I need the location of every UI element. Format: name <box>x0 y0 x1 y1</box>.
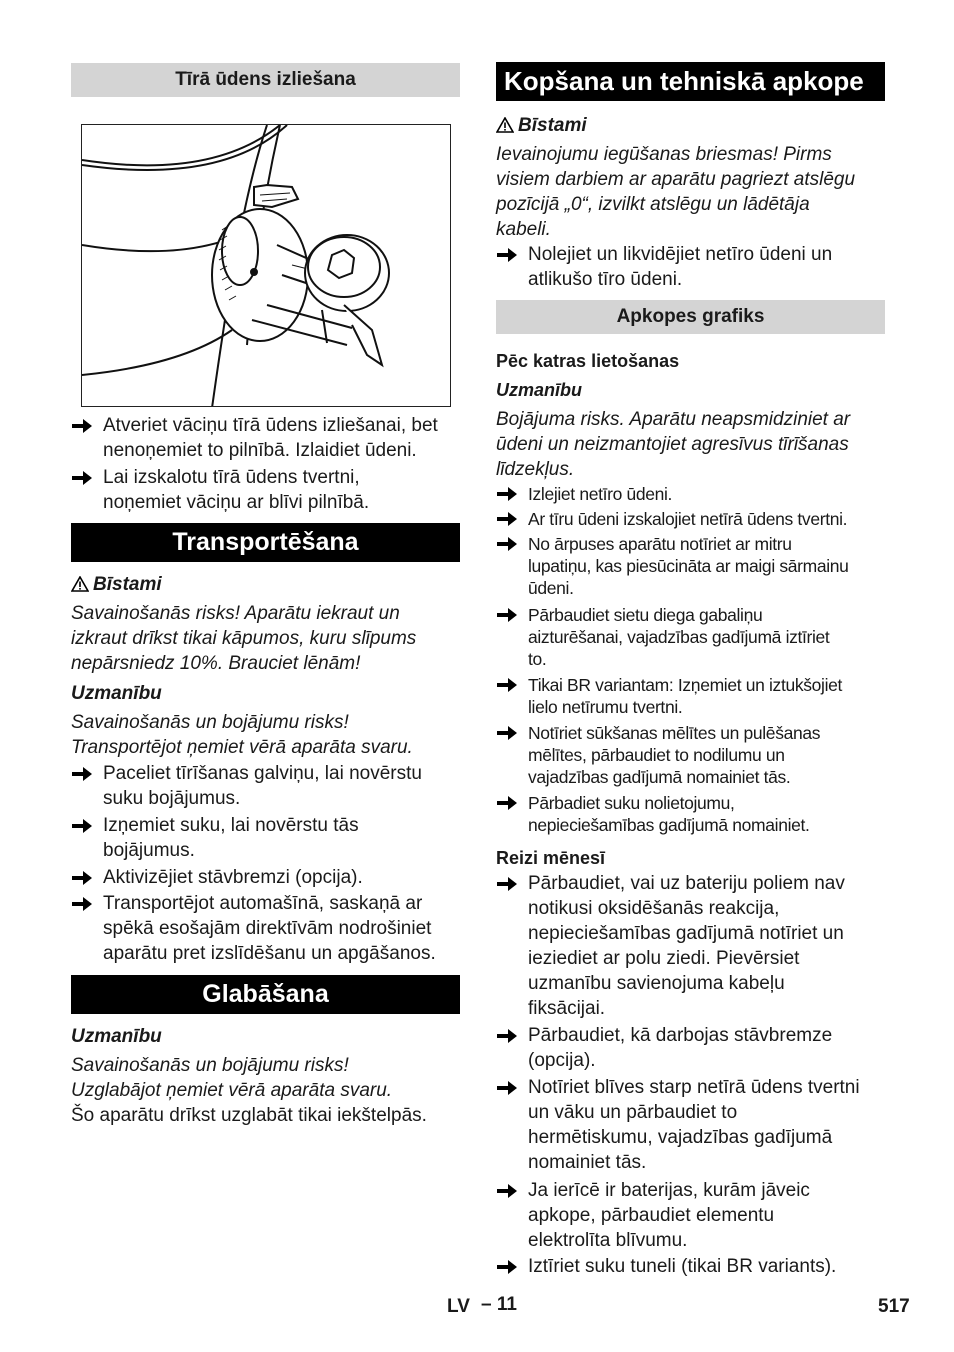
storage-note: Šo aparātu drīkst uzglabāt tikai iekštelpās. <box>71 1105 427 1126</box>
section-heading-maintenance: Kopšana un tehniskā apkope <box>496 62 885 101</box>
caution-label: Uzmanību <box>71 683 162 704</box>
footer-language: LV <box>447 1296 470 1317</box>
drain-cap-illustration <box>81 124 451 407</box>
section-heading-schedule: Apkopes grafiks <box>496 300 885 334</box>
section-heading-clean-water: Tīrā ūdens izliešana <box>71 63 460 97</box>
caution-text: Savainošanās un bojājumu risks! Uzglabājot ņemiet vērā aparāta svaru. <box>71 1055 393 1101</box>
danger-label: Bīstami <box>496 113 885 138</box>
list-item: Lai izskalotu tīrā ūdens tvertni, noņemiet vāciņu ar blīvi pilnībā. <box>71 465 460 515</box>
list-item: Atveriet vāciņu tīrā ūdens izliešanai, bet nenoņemiet to pilnībā. Izlaidiet ūdeni. <box>71 413 460 463</box>
caution-text: Savainošanās un bojājumu risks! Transportējot ņemiet vērā aparāta svaru. <box>71 712 413 758</box>
danger-text: Ievainojumu iegūšanas briesmas! Pirms visiem darbiem ar aparātu pagriezt atslēgu pozīcijā „0“, izvilkt atslēgu un lādētāja kabeli. <box>496 144 856 240</box>
section-heading-transport: Transportēšana <box>71 523 460 562</box>
caution-text: Bojājuma risks. Aparātu neapsmidziniet ar ūdeni un neizmantojiet agresīvus tīrīšanas līdzekļus. <box>496 409 851 480</box>
monthly-label: Reizi mēnesī <box>496 848 606 868</box>
caution-label: Uzmanību <box>71 1026 162 1047</box>
danger-label: Bīstami <box>71 572 460 597</box>
footer-local-page: – 11 <box>481 1294 517 1315</box>
drain-cap-drawing <box>82 125 451 407</box>
caution-label: Uzmanību <box>496 380 583 400</box>
section-heading-storage: Glabāšana <box>71 975 460 1014</box>
after-use-label: Pēc katras lietošanas <box>496 351 680 371</box>
warning-triangle-icon <box>71 572 93 597</box>
page-number: 517 <box>878 1296 910 1317</box>
warning-triangle-icon <box>496 113 518 138</box>
danger-text: Savainošanās risks! Aparātu iekraut un izkraut drīkst tikai kāpumos, kuru slīpums nepārsniedz 10%. Brauciet lēnām! <box>71 603 417 674</box>
